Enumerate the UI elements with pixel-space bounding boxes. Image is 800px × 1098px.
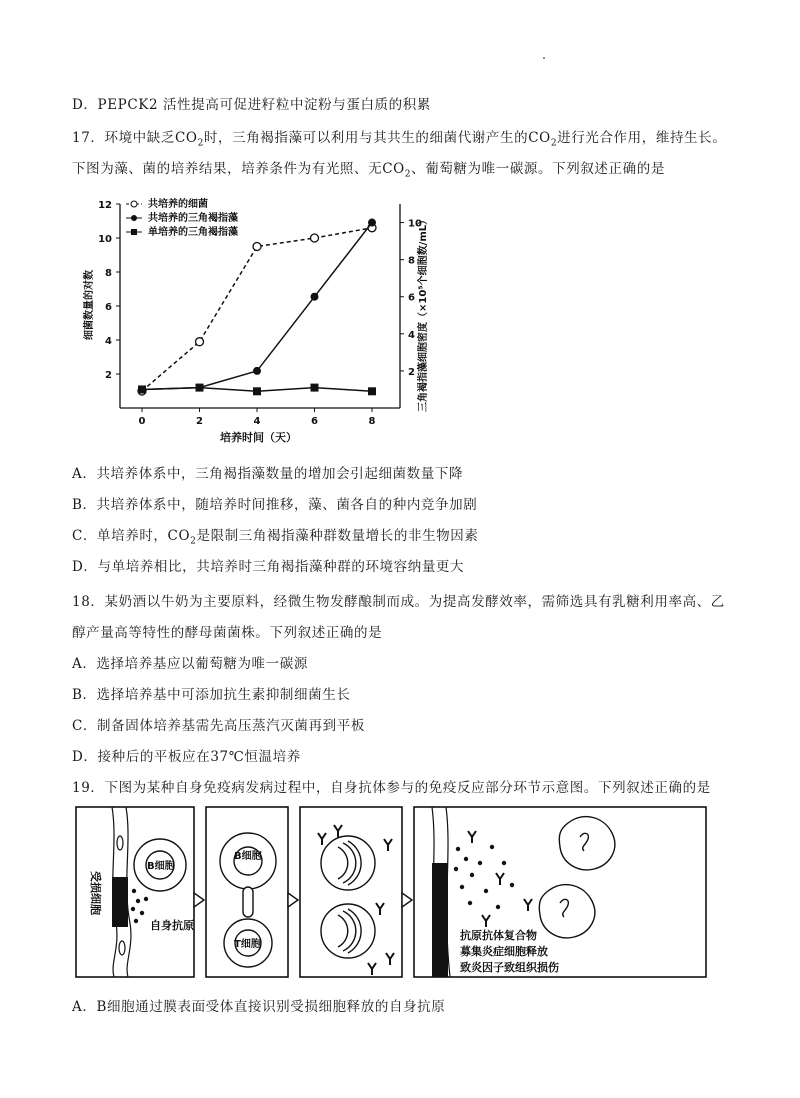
damaged-region — [112, 877, 128, 927]
y-tick-label-right: 8 — [408, 255, 415, 267]
y-tick-label-right: 10 — [408, 218, 422, 230]
y-tick-label-right: 4 — [408, 329, 415, 341]
data-point-square — [368, 387, 376, 395]
data-point-square — [196, 384, 204, 392]
x-tick-label: 2 — [196, 416, 203, 427]
q16-option-d: D．PEPCK2 活性提高可促进籽粒中淀粉与蛋白质的积累 — [72, 97, 431, 113]
q18-option-c: C．制备固体培养基需先高压蒸汽灭菌再到平板 — [72, 718, 365, 734]
data-point-open — [253, 243, 261, 251]
data-point-square — [253, 387, 261, 395]
q18-option-a: A．选择培养基应以葡萄糖为唯一碳源 — [72, 656, 308, 672]
q17-stem-line2: 下图为藻、菌的培养结果，培养条件为有光照、无$CO_2$、葡萄糖为唯一碳源。下列叙述正确的是 — [72, 161, 665, 180]
q17-option-c: C．单培养时，$CO_2$是限制三角褐指藻种群数量增长的非生物因素 — [72, 528, 479, 547]
b-cell-2-label: B细胞 — [234, 851, 262, 862]
inflammatory-cells — [539, 817, 615, 938]
data-point-filled — [311, 293, 319, 301]
autoantigen-label: 自身抗原 — [150, 919, 194, 932]
y-tick-label-right: 2 — [408, 366, 415, 378]
q18-option-b: B．选择培养基中可添加抗生素抑制细菌生长 — [72, 687, 351, 703]
x-axis-label: 培养时间（天） — [220, 431, 297, 444]
y-tick-label-left: 6 — [105, 302, 112, 313]
y-tick-label-right: 6 — [408, 292, 415, 304]
legend-label-3: 单培养的三角褐指藻 — [148, 227, 238, 238]
data-point-open — [196, 338, 204, 346]
x-tick-label: 8 — [368, 416, 376, 427]
y-tick-label-left: 2 — [105, 370, 112, 381]
data-point-open — [311, 234, 319, 242]
x-tick-label: 0 — [138, 416, 146, 427]
q17-option-a: A．共培养体系中，三角褐指藻数量的增加会引起细菌数量下降 — [72, 466, 464, 482]
y-axis-label-left: 细菌数量的对数 — [84, 270, 95, 340]
damaged-cell-label: 受损细胞 — [89, 871, 102, 915]
caption-2: 募集炎症细胞释放 — [460, 945, 548, 958]
chart-legend — [126, 197, 238, 238]
b-cell-1-label: B细胞 — [147, 861, 175, 872]
data-point-filled — [368, 219, 376, 227]
q18-option-d: D．接种后的平板应在37℃恒温培养 — [72, 749, 301, 765]
y-tick-label-left: 12 — [98, 200, 112, 211]
q19-stem: 19．下图为某种自身免疫病发病过程中，自身抗体参与的免疫反应部分环节示意图。下列叙述正确的是 — [72, 780, 711, 796]
data-point-filled — [253, 367, 261, 375]
immune-diagram — [72, 803, 712, 983]
autoantigen-dots — [131, 889, 148, 923]
data-point-square — [311, 384, 319, 392]
q17-option-d: D．与单培养相比，共培养时三角褐指藻种群的环境容纳量更大 — [72, 559, 465, 575]
q17-option-b: B．共培养体系中，随培养时间推移，藻、菌各自的种内竞争加剧 — [72, 497, 478, 513]
legend-label-1: 共培养的细菌 — [148, 199, 208, 210]
speck — [543, 57, 545, 59]
t-cell-label: T细胞 — [234, 939, 261, 950]
legend-label-2: 共培养的三角褐指藻 — [148, 213, 238, 224]
q17-stem-line1: 17．环境中缺乏$CO_2$时，三角褐指藻可以利用与其共生的细菌代谢产生的$CO_2$进行光合作用，维持生长。 — [72, 130, 727, 149]
caption-3: 致炎因子致组织损伤 — [460, 961, 559, 974]
y-tick-label-left: 10 — [98, 234, 112, 245]
data-point-square — [138, 385, 146, 393]
q19-option-a: A．B细胞通过膜表面受体直接识别受损细胞释放的自身抗原 — [72, 999, 446, 1015]
y-tick-label-left: 4 — [105, 336, 112, 347]
culture-chart — [70, 190, 450, 450]
x-tick-label: 6 — [311, 416, 318, 427]
x-tick-label: 4 — [253, 416, 261, 427]
y-axis-label-right: 三角褐指藻细胞密度（×10⁵个细胞数/mL） — [418, 214, 429, 412]
q18-stem-line1: 18．某奶酒以牛奶为主要原料，经微生物发酵酿制而成。为提高发酵效率，需筛选具有乳糖利用率高、乙 — [72, 594, 725, 610]
y-tick-label-left: 8 — [105, 268, 112, 279]
caption-1: 抗原抗体复合物 — [460, 929, 537, 942]
plasma-cells — [321, 836, 375, 958]
q18-stem-line2: 醇产量高等特性的酵母菌菌株。下列叙述正确的是 — [72, 625, 383, 641]
series-line-1 — [142, 228, 372, 391]
